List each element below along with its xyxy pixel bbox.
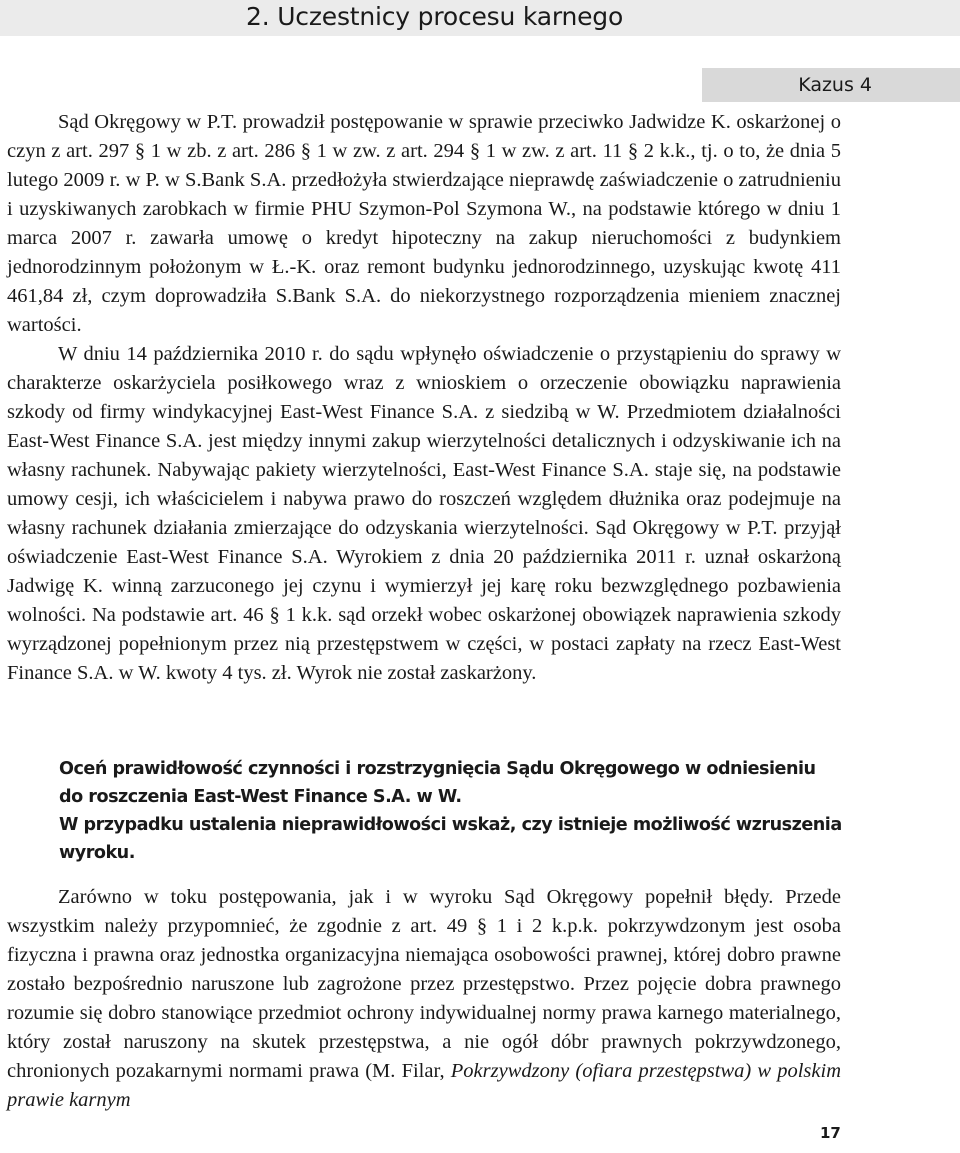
case-paragraph-2: W dniu 14 października 2010 r. do sądu wpłynęło oświadczenie o przystąpieniu do sprawy w charakterze oskarżyciela posiłkowego wraz z wnioskiem o orzeczenie obowiązku naprawienia szkody od firmy windykacyjnej East-West Finance S.A. z siedzibą w W. Przedmiotem działalności East-West Finance S.A. jest między innymi zakup wierzytelności detalicznych i odzyskiwanie ich na własny rachunek. Nabywając pakiety wierzytelności, East-West Finance S.A. staje się, na podstawie umowy cesji, ich właścicielem i nabywa prawo do roszczeń względem dłużnika oraz podejmuje na własny rachunek działania zmierzające do odzyskania wierzytelności. Sąd Okręgowy w P.T. przyjął oświadczenie East-West Finance S.A. Wyrokiem z dnia 20 października 2011 r. uznał oskarżoną Jadwigę K. winną zarzuconego jej czynu i wymierzył jej karę roku bezwzględnego pozbawienia wolności. Na podstawie art. 46 § 1 k.k. sąd orzekł wobec oskarżonej obowiązek naprawienia szkody wyrządzonej popełnionym przez nią przestępstwem w części, w postaci zapłaty na rzecz East-West Finance S.A. w W. kwoty 4 tys. zł. Wyrok nie został zaskarżony.: [7, 343, 841, 684]
section-title: 2. Uczestnicy procesu karnego: [246, 2, 624, 31]
answer-text: [7, 883, 841, 1115]
case-questions: [59, 755, 843, 867]
question-2: W przypadku ustalenia nieprawidłowości wskaż, czy istnieje możliwość wzruszenia wyroku.: [59, 815, 842, 863]
answer-paragraph-1: [7, 883, 841, 1115]
answer-citation: Pokrzywdzony (ofiara przestępstwa) w polskim prawie karnym: [7, 1060, 842, 1111]
case-label-box: [702, 68, 960, 102]
question-1: Oceń prawidłowość czynności i rozstrzygnięcia Sądu Okręgowego w odniesieniu do roszczenia East-West Finance S.A. w W.: [59, 759, 816, 807]
case-description: [7, 108, 841, 688]
answer-body: Zarówno w toku postępowania, jak i w wyroku Sąd Okręgowy popełnił błędy. Przede wszystkim należy przypomnieć, że zgodnie z art. 49 § 1 i 2 k.p.k. pokrzywdzonym jest osoba fizyczna i prawna oraz jednostka organizacyjna niemająca osobowości prawnej, której dobro prawne zostało bezpośrednio naruszone lub zagrożone przez przestępstwo. Przez pojęcie dobra prawnego rozumie się dobro stanowiące przedmiot ochrony indywidualnej normy prawa karnego materialnego, który został naruszony na skutek przestępstwa, a nie ogół dóbr prawnych pokrzywdzonego, chronionych pozakarnymi normami prawa (M. Filar,: [7, 886, 841, 1082]
case-label: Kazus 4: [798, 74, 872, 96]
page-number: 17: [820, 1124, 841, 1142]
case-paragraph-1: Sąd Okręgowy w P.T. prowadził postępowanie w sprawie przeciwko Jadwidze K. oskarżonej o czyn z art. 297 § 1 w zb. z art. 286 § 1 w zw. z art. 294 § 1 w zw. z art. 11 § 2 k.k., tj. o to, że dnia 5 lutego 2009 r. w P. w S.Bank S.A. przedłożyła stwierdzające nieprawdę zaświadczenie o zatrudnieniu i uzyskiwanych zarobkach w firmie PHU Szymon-Pol Szymona W., na podstawie którego w dniu 1 marca 2007 r. zawarła umowę o kredyt hipoteczny na zakup nieruchomości z budynkiem jednorodzinnym położonym w Ł.-K. oraz remont budynku jednorodzinnego, uzyskując kwotę 411 461,84 zł, czym doprowadziła S.Bank S.A. do niekorzystnego rozporządzenia mieniem znacznej wartości.: [7, 111, 841, 336]
